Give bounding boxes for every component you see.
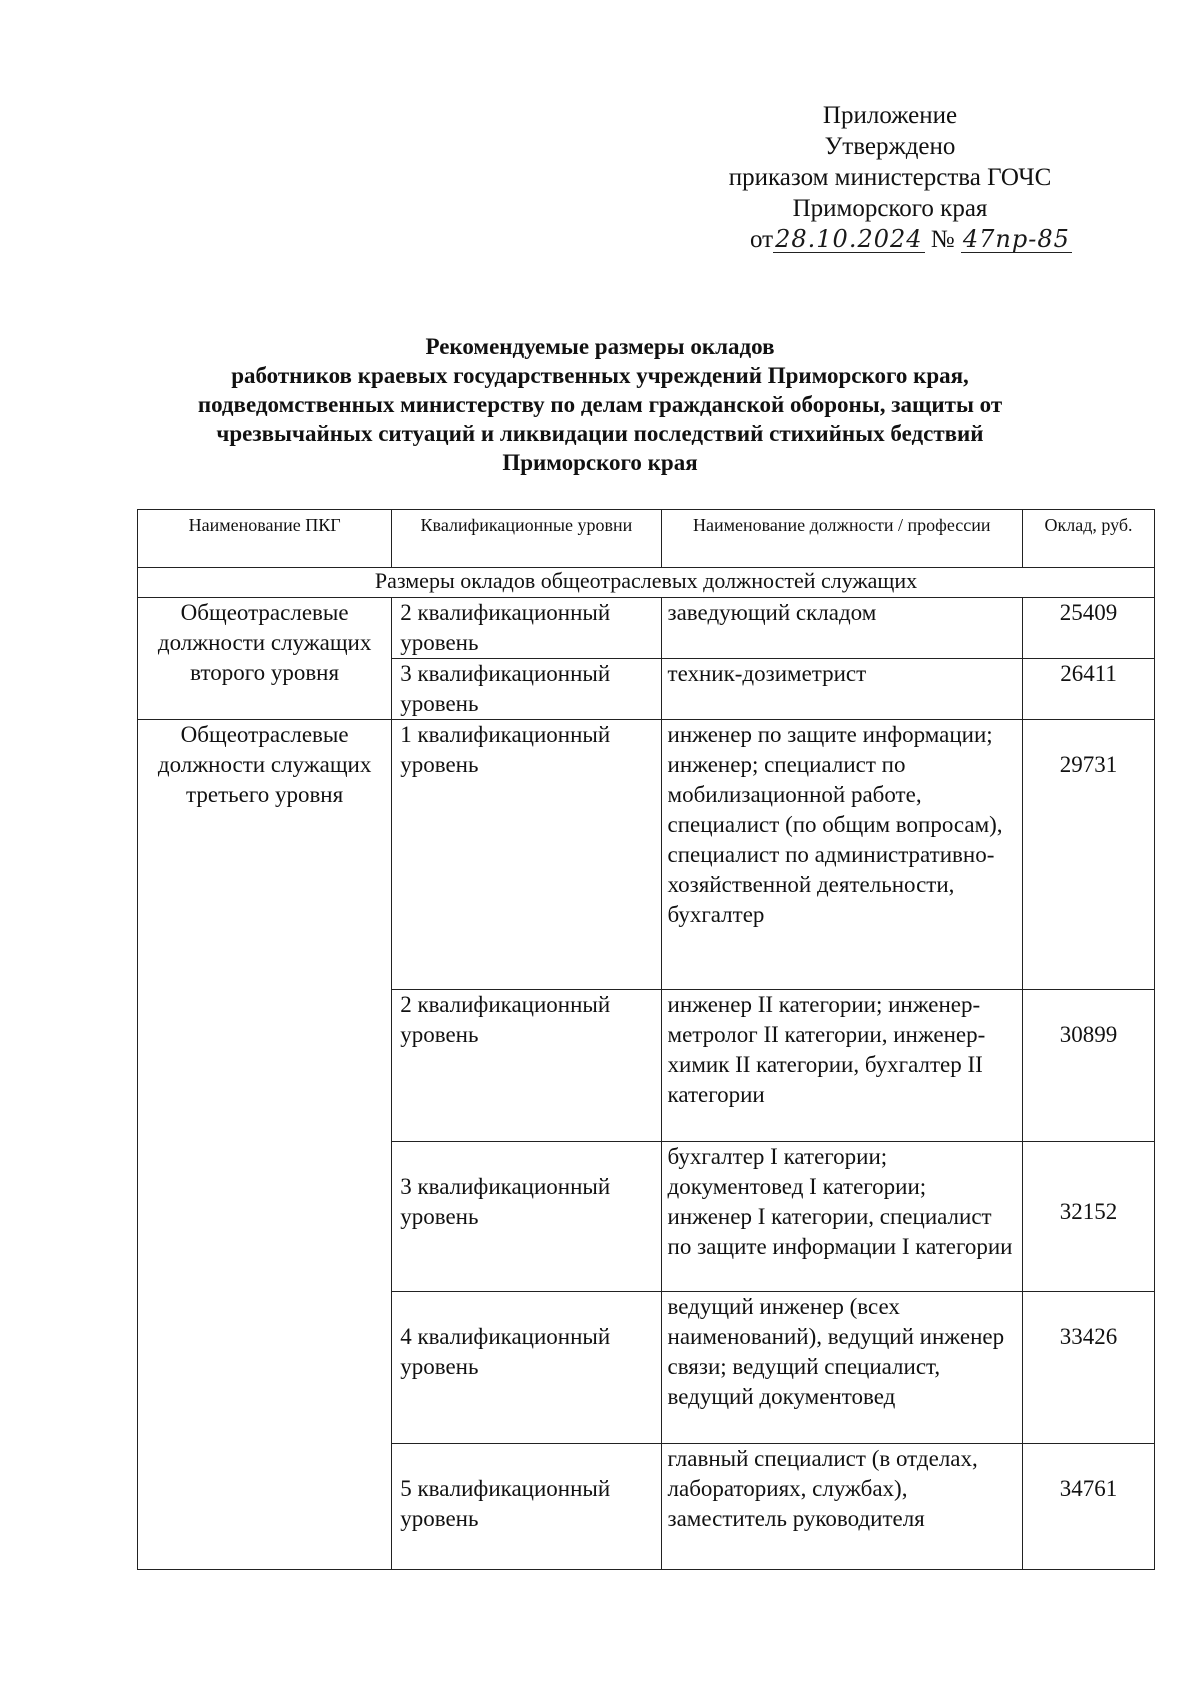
level-cell: 2 квалификационный уровень — [392, 598, 661, 659]
salary-cell: 33426 — [1023, 1292, 1155, 1444]
salary-cell: 25409 — [1023, 598, 1155, 659]
title-line: работников краевых государственных учреждений Приморского края, — [231, 363, 969, 388]
position-cell: ведущий инженер (всех наименований), ведущий инженер связи; ведущий специалист, ведущий документовед — [661, 1292, 1023, 1444]
level-cell: 3 квалификационный уровень — [392, 1142, 661, 1292]
table-row — [138, 598, 1155, 659]
approved-label: Утверждено — [824, 133, 956, 160]
salary-table — [137, 509, 1155, 1570]
position-cell: главный специалист (в отделах, лабораториях, службах), заместитель руководителя — [661, 1444, 1023, 1570]
order-date: 28.10.2024 — [775, 225, 923, 253]
approval-stamp — [690, 100, 1090, 258]
table-row — [138, 720, 1155, 990]
appendix-label: Приложение — [822, 102, 958, 129]
group-name: Общеотраслевые должности служащих второго уровня — [138, 598, 392, 720]
level-cell: 5 квалификационный уровень — [392, 1444, 661, 1570]
level-cell: 3 квалификационный уровень — [392, 659, 661, 720]
level-cell: 4 квалификационный уровень — [392, 1292, 661, 1444]
salary-cell: 34761 — [1023, 1444, 1155, 1570]
title-line: чрезвычайных ситуаций и ликвидации последствий стихийных бедствий — [216, 421, 984, 446]
number-label: № — [930, 226, 955, 253]
position-cell: инженер по защите информации; инженер; специалист по мобилизационной работе, специалист (по общим вопросам), специалист по административно-хозяйственной деятельности, бухгалтер — [661, 720, 1023, 990]
salary-cell: 30899 — [1023, 990, 1155, 1142]
salary-cell: 29731 — [1023, 720, 1155, 990]
title-line: Рекомендуемые размеры окладов — [425, 334, 775, 359]
level-cell: 1 квалификационный уровень — [392, 720, 661, 990]
position-cell: заведующий складом — [661, 598, 1023, 659]
order-reference — [750, 224, 1090, 258]
header-salary: Оклад, руб. — [1023, 510, 1155, 568]
header-levels: Квалификационные уровни — [392, 510, 661, 568]
group-name: Общеотраслевые должности служащих третьего уровня — [138, 720, 392, 1570]
order-number: 47пр-85 — [962, 225, 1070, 253]
from-label: от — [750, 226, 774, 253]
header-pkg: Наименование ПКГ — [138, 510, 392, 568]
order-label: приказом министерства ГОЧС — [728, 164, 1052, 191]
header-position: Наименование должности / профессии — [661, 510, 1023, 568]
level-cell: 2 квалификационный уровень — [392, 990, 661, 1142]
salary-cell: 32152 — [1023, 1142, 1155, 1292]
salary-cell: 26411 — [1023, 659, 1155, 720]
position-cell: техник-дозиметрист — [661, 659, 1023, 720]
title-line: подведомственных министерству по делам гражданской обороны, защиты от — [197, 392, 1003, 417]
section-row — [138, 568, 1155, 598]
position-cell: инженер II категории; инженер-метролог II категории, инженер-химик II категории, бухгалтер II категории — [661, 990, 1023, 1142]
section-title: Размеры окладов общеотраслевых должностей служащих — [138, 568, 1155, 598]
table-header-row — [138, 510, 1155, 568]
region-label: Приморского края — [792, 195, 988, 222]
document-title — [110, 332, 1090, 477]
position-cell: бухгалтер I категории; документовед I категории; инженер I категории, специалист по защите информации I категории — [661, 1142, 1023, 1292]
title-line: Приморского края — [502, 450, 698, 475]
